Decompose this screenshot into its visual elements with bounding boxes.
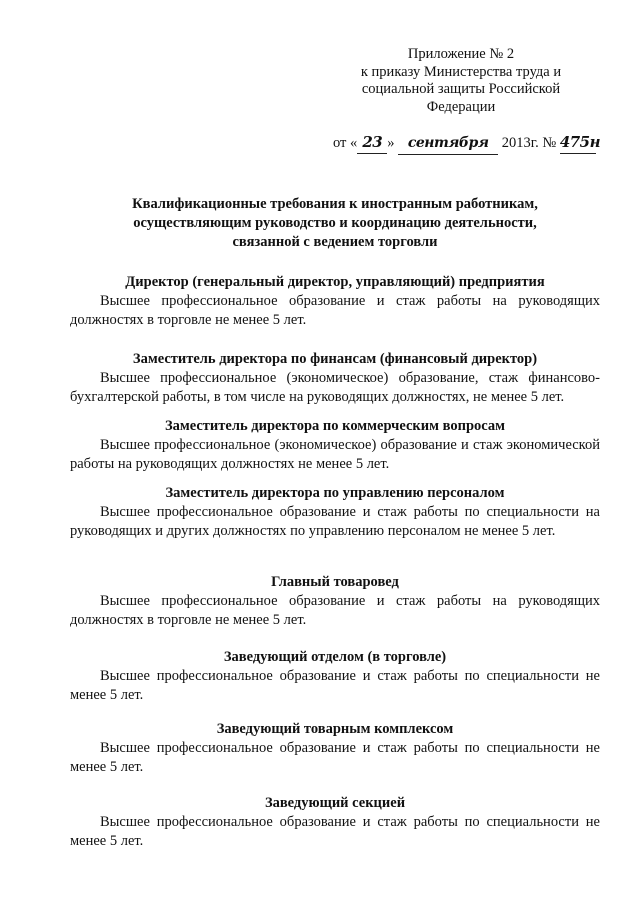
order-year: 2013г. №	[501, 135, 557, 151]
section-heading: Директор (генеральный директор, управляющий) предприятия	[125, 274, 545, 290]
section-section-head	[70, 794, 600, 851]
section-text: Высшее профессиональное (экономическое) образование и стаж экономической работы на руководящих должностях не менее 5 лет.	[70, 437, 600, 472]
section-text: Высшее профессиональное образование и стаж работы по специальности не менее 5 лет.	[70, 814, 600, 849]
section-heading: Заместитель директора по управлению персоналом	[165, 485, 505, 501]
section-department-head	[70, 648, 600, 705]
order-sep: »	[387, 135, 395, 151]
section-heading: Заместитель директора по финансам (финансовый директор)	[132, 351, 538, 367]
section-director	[70, 273, 600, 330]
section-heading: Заведующий отделом (в торговле)	[223, 649, 447, 665]
title-line: связанной с ведением торговли	[232, 234, 438, 250]
title-line: Квалификационные требования к иностранным работникам,	[132, 196, 538, 212]
section-heading: Заведующий секцией	[264, 795, 406, 811]
section-heading: Главный товаровед	[271, 574, 399, 590]
appendix-line: Федерации	[426, 98, 496, 115]
appendix-line: к приказу Министерства труда и	[360, 63, 562, 80]
order-number-handwritten: 475н	[560, 131, 596, 154]
section-commercial-deputy	[70, 417, 600, 474]
section-text: Высшее профессиональное образование и стаж работы по специальности на руководящих и других должностях по управлению персоналом не менее 5 лет.	[70, 504, 600, 539]
document-title	[70, 195, 600, 252]
section-text: Высшее профессиональное образование и стаж работы по специальности не менее 5 лет.	[70, 668, 600, 703]
section-text: Высшее профессиональное (экономическое) образование, стаж финансово-бухгалтерской работы, в том числе на руководящих должностях, не менее 5 лет.	[70, 370, 600, 405]
section-text: Высшее профессиональное образование и стаж работы на руководящих должностях в торговле не менее 5 лет.	[70, 293, 600, 328]
section-finance-deputy	[70, 350, 600, 407]
section-chief-merchandiser	[70, 573, 600, 630]
appendix-line: социальной защиты Российской	[361, 81, 561, 97]
order-prefix: от «	[333, 135, 358, 151]
section-text: Высшее профессиональное образование и стаж работы по специальности не менее 5 лет.	[70, 740, 600, 775]
order-month-handwritten: сентября	[398, 132, 498, 155]
order-date-line	[333, 131, 613, 155]
appendix-title: Приложение № 2	[407, 46, 515, 62]
order-day-handwritten: 23	[357, 131, 387, 154]
section-heading: Заместитель директора по коммерческим вопросам	[164, 418, 506, 434]
title-line: осуществляющим руководство и координацию деятельности,	[133, 215, 537, 231]
appendix-block	[336, 46, 586, 116]
section-hr-deputy	[70, 484, 600, 541]
section-complex-head	[70, 720, 600, 777]
section-text: Высшее профессиональное образование и стаж работы на руководящих должностях в торговле не менее 5 лет.	[70, 593, 600, 628]
section-heading: Заведующий товарным комплексом	[216, 721, 454, 737]
